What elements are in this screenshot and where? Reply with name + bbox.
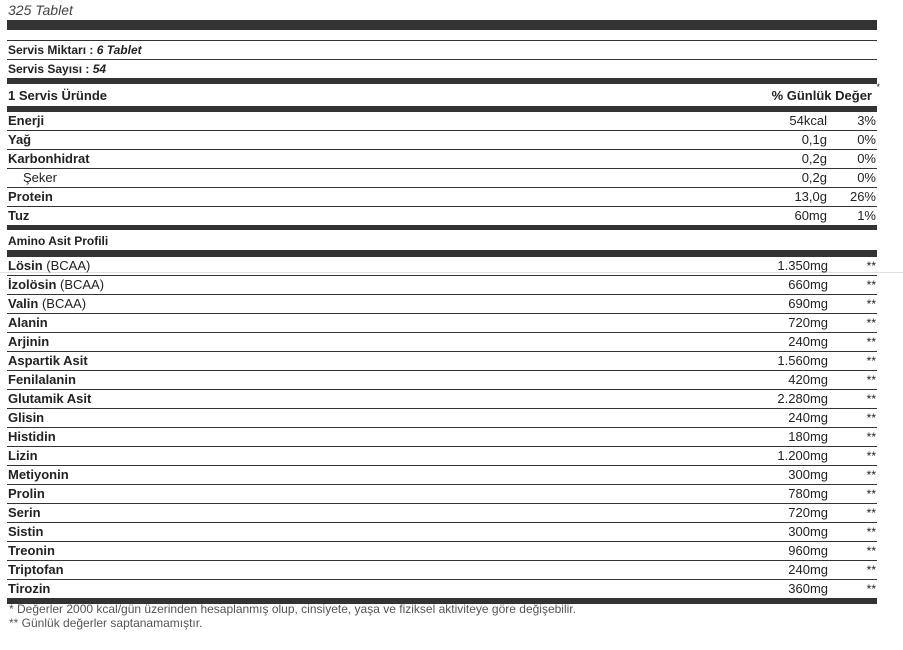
- amino-row: [7, 390, 877, 409]
- amino-row: [7, 580, 877, 598]
- row-amount: 360mg: [788, 581, 828, 596]
- row-name: [8, 466, 69, 484]
- row-amount: 300mg: [788, 524, 828, 539]
- nutrient-row: [7, 150, 877, 169]
- row-daily-value: 26%: [849, 189, 876, 204]
- row-name: [8, 333, 49, 351]
- row-name-text: Lizin: [8, 448, 38, 463]
- row-name: [23, 169, 57, 187]
- row-name: [8, 207, 29, 225]
- row-name: [8, 409, 44, 427]
- row-amount: 2.280mg: [777, 391, 828, 406]
- amino-row: [7, 504, 877, 523]
- row-amount: 54kcal: [789, 113, 827, 128]
- amino-row: [7, 485, 877, 504]
- row-daily-value: **: [866, 354, 876, 368]
- row-amount: 0,2g: [801, 170, 827, 185]
- serving-count-value: 54: [92, 62, 107, 76]
- header-star: *: [876, 82, 880, 92]
- row-daily-value: **: [866, 297, 876, 311]
- row-name-qualifier: (BCAA): [42, 258, 91, 273]
- row-name-text: Valin: [8, 296, 39, 311]
- amino-row: [7, 447, 877, 466]
- row-daily-value: **: [866, 278, 876, 292]
- row-name-text: Aspartik Asit: [8, 353, 88, 368]
- row-name-text: İzolösin: [8, 277, 57, 292]
- row-name-text: Protein: [8, 189, 53, 204]
- row-daily-value: 1%: [857, 208, 876, 223]
- row-name-text: Serin: [8, 505, 41, 520]
- header-daily-value: % Günlük Değer: [771, 88, 872, 103]
- row-daily-value: **: [866, 544, 876, 558]
- row-name: [8, 447, 38, 465]
- row-name: [8, 276, 104, 294]
- nutrient-list: [7, 112, 877, 225]
- row-daily-value: **: [866, 259, 876, 273]
- serving-size-label: Servis Miktarı :: [8, 43, 94, 57]
- footnote-daily-value: * Değerler 2000 kcal/gün üzerinden hesaplanmış olup, cinsiyete, yaşa ve fiziksel aktiviteye göre değişebilir.: [9, 602, 576, 616]
- row-daily-value: **: [866, 449, 876, 463]
- row-name: [8, 131, 31, 149]
- row-amount: 720mg: [788, 315, 828, 330]
- row-name-qualifier: (BCAA): [56, 277, 105, 292]
- row-daily-value: **: [866, 582, 876, 596]
- row-daily-value: **: [866, 430, 876, 444]
- row-name-text: Tirozin: [8, 581, 51, 596]
- row-name: [8, 188, 53, 206]
- row-amount: 690mg: [788, 296, 828, 311]
- serving-size: [7, 40, 877, 59]
- row-name-text: Histidin: [8, 429, 56, 444]
- nutrient-row: [7, 169, 877, 188]
- row-name: [8, 523, 43, 541]
- serving-count-label: Servis Sayısı :: [8, 62, 90, 76]
- row-name: [8, 580, 50, 598]
- top-heavy-rule: [7, 20, 877, 30]
- row-daily-value: 0%: [857, 132, 876, 147]
- row-amount: 1.560mg: [777, 353, 828, 368]
- serving-count: [7, 59, 877, 78]
- row-amount: 240mg: [788, 562, 828, 577]
- row-name: [8, 150, 90, 168]
- row-name-text: Enerji: [8, 113, 45, 128]
- amino-rule: [7, 250, 877, 257]
- amino-row: [7, 352, 877, 371]
- row-daily-value: 0%: [857, 151, 876, 166]
- row-daily-value: **: [866, 392, 876, 406]
- footnotes: [9, 602, 576, 630]
- nutrient-row: [7, 112, 877, 131]
- amino-row: [7, 523, 877, 542]
- row-name-text: Alanin: [8, 315, 48, 330]
- amino-row: [7, 333, 877, 352]
- row-name-qualifier: (BCAA): [38, 296, 87, 311]
- row-amount: 60mg: [794, 208, 827, 223]
- amino-row: [7, 371, 877, 390]
- row-name: [8, 112, 44, 130]
- row-daily-value: **: [866, 487, 876, 501]
- row-name: [8, 371, 76, 389]
- table-header: [7, 82, 880, 106]
- row-name: [8, 295, 86, 313]
- nutrient-row: [7, 207, 877, 225]
- header-per-serving: 1 Servis Üründe: [8, 88, 107, 103]
- row-name-text: Karbonhidrat: [8, 151, 90, 166]
- row-name: [8, 428, 56, 446]
- row-amount: 240mg: [788, 410, 828, 425]
- amino-row: [7, 428, 877, 447]
- amino-section-title: Amino Asit Profili: [8, 234, 109, 248]
- row-daily-value: **: [866, 335, 876, 349]
- row-name: [8, 390, 91, 408]
- amino-row: [7, 542, 877, 561]
- row-amount: 1.350mg: [777, 258, 828, 273]
- row-name-text: Şeker: [23, 170, 57, 185]
- row-name-text: Tuz: [8, 208, 30, 223]
- row-name-text: Yağ: [8, 132, 32, 147]
- row-name-text: Lösin: [8, 258, 43, 273]
- amino-list: [7, 257, 877, 598]
- nutrient-row: [7, 131, 877, 150]
- row-name: [8, 542, 55, 560]
- row-name-text: Fenilalanin: [8, 372, 76, 387]
- row-name-text: Glisin: [8, 410, 45, 425]
- row-amount: 0,2g: [801, 151, 827, 166]
- row-amount: 420mg: [788, 372, 828, 387]
- row-name: [8, 504, 41, 522]
- row-daily-value: **: [866, 316, 876, 330]
- row-name-text: Prolin: [8, 486, 45, 501]
- row-daily-value: **: [866, 525, 876, 539]
- row-daily-value: **: [866, 411, 876, 425]
- row-name-text: Triptofan: [8, 562, 64, 577]
- row-amount: 180mg: [788, 429, 828, 444]
- amino-row: [7, 409, 877, 428]
- row-name: [8, 314, 48, 332]
- row-name-text: Treonin: [8, 543, 55, 558]
- amino-row: [7, 295, 877, 314]
- amino-row: [7, 466, 877, 485]
- footnote-not-established: ** Günlük değerler saptanamamıştır.: [9, 616, 203, 630]
- row-daily-value: **: [866, 468, 876, 482]
- amino-row: [7, 314, 877, 333]
- row-amount: 660mg: [788, 277, 828, 292]
- row-daily-value: **: [866, 506, 876, 520]
- row-amount: 0,1g: [801, 132, 827, 147]
- row-name-text: Metiyonin: [8, 467, 69, 482]
- row-amount: 780mg: [788, 486, 828, 501]
- row-name-text: Arjinin: [8, 334, 50, 349]
- row-amount: 240mg: [788, 334, 828, 349]
- row-amount: 960mg: [788, 543, 828, 558]
- row-amount: 1.200mg: [777, 448, 828, 463]
- spacer: [7, 30, 877, 40]
- row-name: [8, 485, 45, 503]
- row-name-text: Sistin: [8, 524, 44, 539]
- row-daily-value: 3%: [857, 113, 876, 128]
- product-size-title: 325 Tablet: [8, 2, 73, 18]
- nutrition-label: [7, 0, 880, 604]
- row-daily-value: **: [866, 373, 876, 387]
- amino-row: [7, 257, 877, 276]
- row-daily-value: 0%: [857, 170, 876, 185]
- row-name: [8, 257, 90, 275]
- nutrient-row: [7, 188, 877, 207]
- amino-row: [7, 276, 877, 295]
- row-amount: 13,0g: [794, 189, 827, 204]
- row-amount: 720mg: [788, 505, 828, 520]
- row-name: [8, 561, 64, 579]
- row-name: [8, 352, 88, 370]
- row-daily-value: **: [866, 563, 876, 577]
- serving-size-value: 6 Tablet: [96, 43, 142, 57]
- row-amount: 300mg: [788, 467, 828, 482]
- amino-row: [7, 561, 877, 580]
- row-name-text: Glutamik Asit: [8, 391, 92, 406]
